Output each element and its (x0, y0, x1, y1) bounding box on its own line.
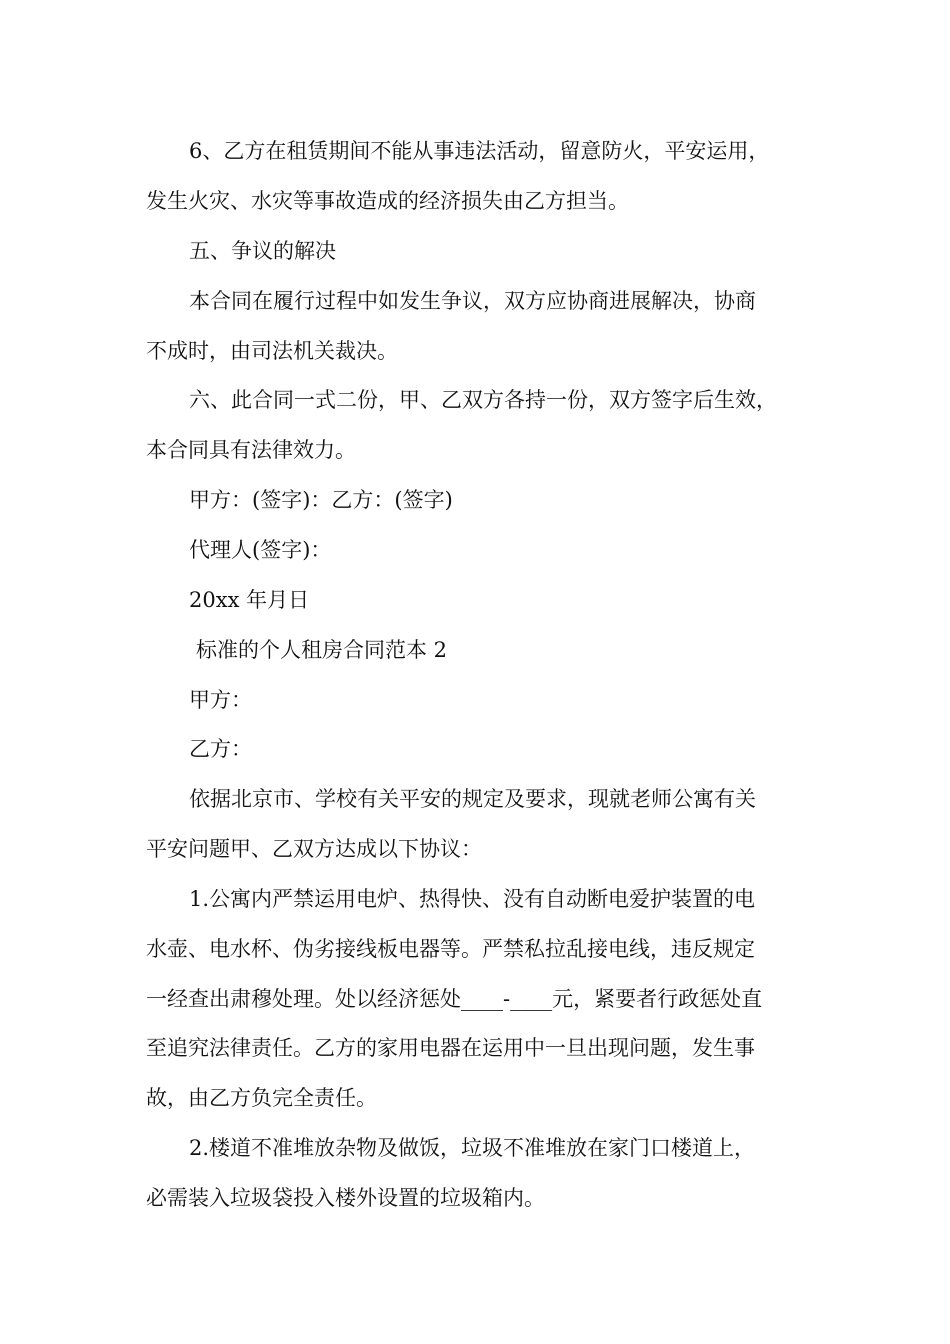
paragraph-line: 1.公寓内严禁运用电炉、热得快、没有自动断电爱护装置的电 (189, 887, 756, 911)
paragraph-line: 六、此合同一式二份，甲、乙双方各持一份，双方签字后生效， (189, 388, 777, 412)
paragraph-line: 不成时，由司法机关裁决。 (146, 339, 398, 363)
paragraph-line: 水壶、电水杯、伪劣接线板电器等。严禁私拉乱接电线，违反规定 (146, 937, 755, 961)
paragraph-line: 平安问题甲、乙双方达成以下协议： (146, 837, 482, 861)
paragraph-line: 本合同具有法律效力。 (146, 438, 356, 462)
paragraph-line: 本合同在履行过程中如发生争议，双方应协商进展解决，协商 (189, 289, 756, 313)
paragraph-line: 至追究法律责任。乙方的家用电器在运用中一旦出现问题，发生事 (146, 1036, 755, 1060)
date-line: 20xx 年月日 (189, 588, 310, 612)
signature-line: 甲方：(签字)：乙方：(签字) (189, 488, 453, 512)
paragraph-line: 2.楼道不准堆放杂物及做饭，垃圾不准堆放在家门口楼道上， (189, 1136, 756, 1160)
agent-signature-line: 代理人(签字)： (189, 538, 332, 562)
section-heading: 五、争议的解决 (189, 239, 336, 263)
paragraph-line: 一经查出肃穆处理。处以经济惩处____-____元，紧要者行政惩处直 (146, 987, 763, 1011)
paragraph-line: 故，由乙方负完全责任。 (146, 1086, 377, 1110)
paragraph-line: 必需装入垃圾袋投入楼外设置的垃圾箱内。 (146, 1186, 545, 1210)
paragraph-line: 依据北京市、学校有关平安的规定及要求，现就老师公寓有关 (189, 787, 756, 811)
party-b-line: 乙方： (189, 737, 252, 761)
party-a-line: 甲方： (189, 688, 252, 712)
paragraph-line: 发生火灾、水灾等事故造成的经济损失由乙方担当。 (146, 189, 629, 213)
paragraph-line: 6、乙方在租赁期间不能从事违法活动，留意防火，平安运用， (189, 139, 770, 163)
document-title: 标准的个人租房合同范本 2 (196, 638, 448, 662)
